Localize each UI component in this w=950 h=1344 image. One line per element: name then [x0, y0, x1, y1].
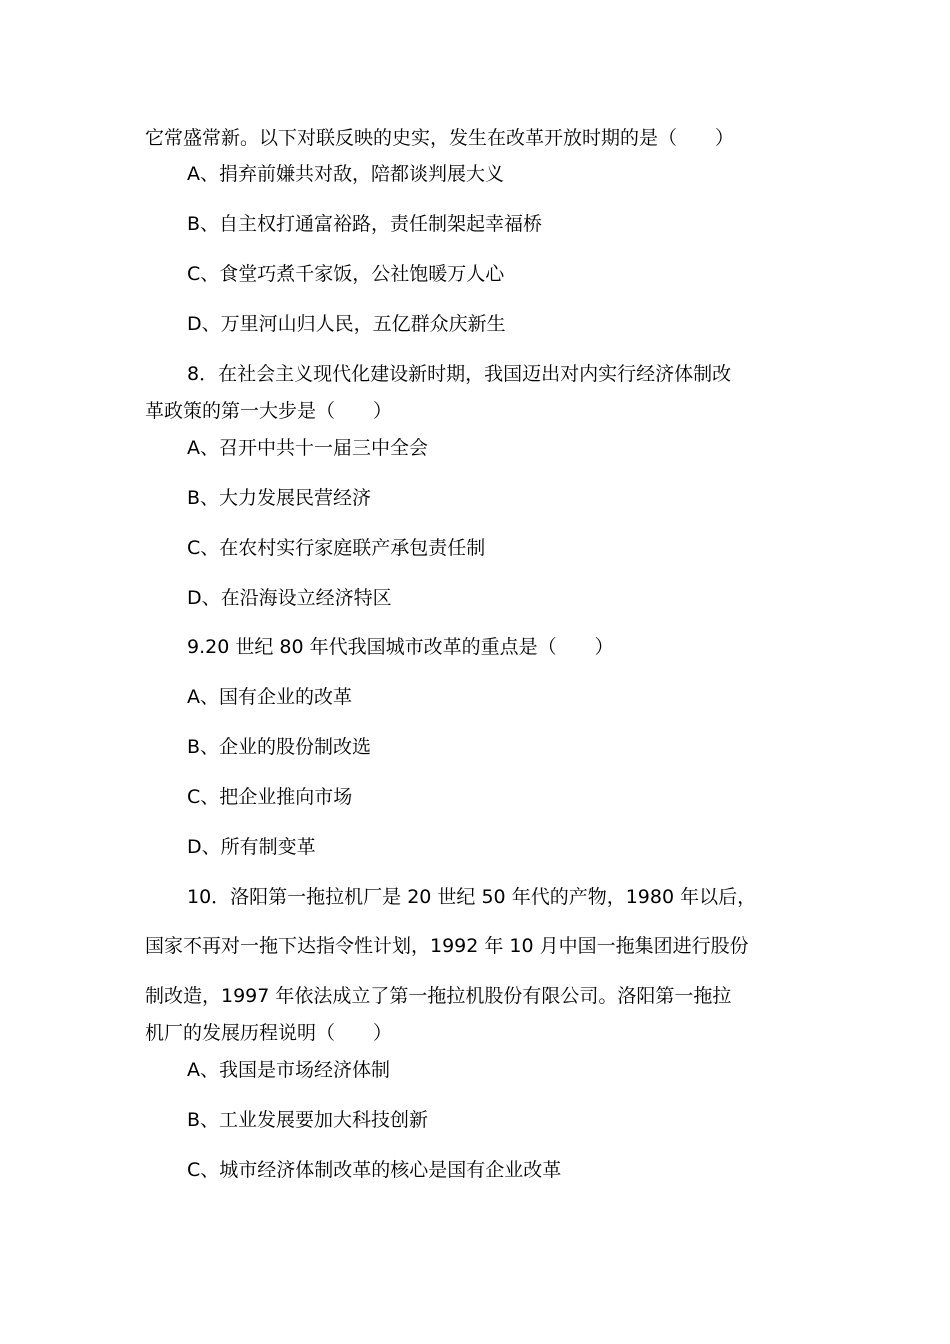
question-8-option-b: B、大力发展民营经济	[187, 487, 372, 509]
question-7-option-b: B、自主权打通富裕路，责任制架起幸福桥	[187, 213, 543, 235]
question-10-stem: 10．洛阳第一拖拉机厂是 20 世纪 50 年代的产物，1980 年以后，	[187, 886, 757, 908]
question-9-stem: 9.20 世纪 80 年代我国城市改革的重点是（ ）	[187, 636, 614, 658]
question-10-option-b: B、工业发展要加大科技创新	[187, 1109, 429, 1131]
question-7-option-a: A、捐弃前嫌共对敌，陪都谈判展大义	[187, 163, 504, 185]
question-9-option-b: B、企业的股份制改选	[187, 736, 372, 758]
question-8-option-c: C、在农村实行家庭联产承包责任制	[187, 537, 486, 559]
question-7-option-c: C、食堂巧煮千家饭，公社饱暖万人心	[187, 263, 505, 285]
question-8-option-a: A、召开中共十一届三中全会	[187, 437, 428, 459]
question-7-option-d: D、万里河山归人民，五亿群众庆新生	[187, 313, 506, 335]
question-8-stem-continued: 革政策的第一大步是（ ）	[145, 400, 393, 422]
question-10-option-c: C、城市经济体制改革的核心是国有企业改革	[187, 1159, 562, 1181]
question-9-option-c: C、把企业推向市场	[187, 786, 353, 808]
question-10-stem-line-2: 国家不再对一拖下达指令性计划，1992 年 10 月中国一拖集团进行股份	[145, 935, 749, 957]
question-10-option-a: A、我国是市场经济体制	[187, 1059, 390, 1081]
question-9-option-d: D、所有制变革	[187, 836, 316, 858]
question-10-stem-line-4: 机厂的发展历程说明（ ）	[145, 1022, 393, 1044]
question-8-stem: 8．在社会主义现代化建设新时期，我国迈出对内实行经济体制改	[187, 363, 732, 385]
question-10-stem-line-3: 制改造，1997 年依法成立了第一拖拉机股份有限公司。洛阳第一拖拉	[145, 985, 732, 1007]
question-9-option-a: A、国有企业的改革	[187, 686, 352, 708]
question-8-option-d: D、在沿海设立经济特区	[187, 587, 392, 609]
question-7-stem-tail: 它常盛常新。以下对联反映的史实，发生在改革开放时期的是（ ）	[145, 127, 735, 149]
